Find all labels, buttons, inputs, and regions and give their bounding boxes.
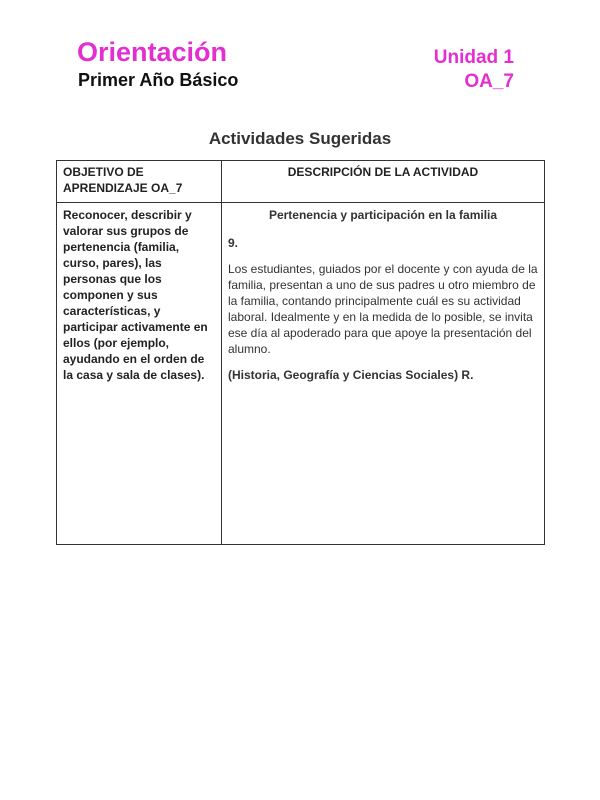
activity-text: Los estudiantes, guiados por el docente y con ayuda de la familia, presentan a uno de sus padres u otro miembro de la familia, contando principalmente cuál es su actividad laboral. Idealmente y en la medida de lo posible, se invita ese día al apoderado para que apoye la presentación del alumno. [228, 262, 538, 356]
objective-code: OA_7 [464, 71, 514, 92]
unit-label: Unidad 1 [433, 47, 514, 68]
activity-description-cell [222, 203, 545, 545]
activity-title: Pertenencia y participación en la familia [268, 208, 498, 222]
activities-table [56, 160, 545, 545]
page-title: Orientación [77, 37, 228, 67]
objective-column-header: OBJETIVO DE APRENDIZAJE OA_7 [57, 161, 222, 203]
objective-text: Reconocer, describir y valorar sus grupos de pertenencia (familia, curso, pares), las personas que los componen y sus características, y participar activamente en ellos (por ejemplo, ayudando en el orden de la casa y sala de clases). [57, 203, 222, 545]
activity-subject: (Historia, Geografía y Ciencias Sociales) R. [228, 368, 474, 382]
description-column-header: DESCRIPCIÓN DE LA ACTIVIDAD [222, 161, 545, 203]
table-row [57, 203, 545, 545]
table-header-row [57, 161, 545, 203]
activity-number: 9. [228, 236, 239, 250]
grade-subtitle: Primer Año Básico [78, 70, 239, 90]
section-title: Actividades Sugeridas [208, 129, 392, 148]
